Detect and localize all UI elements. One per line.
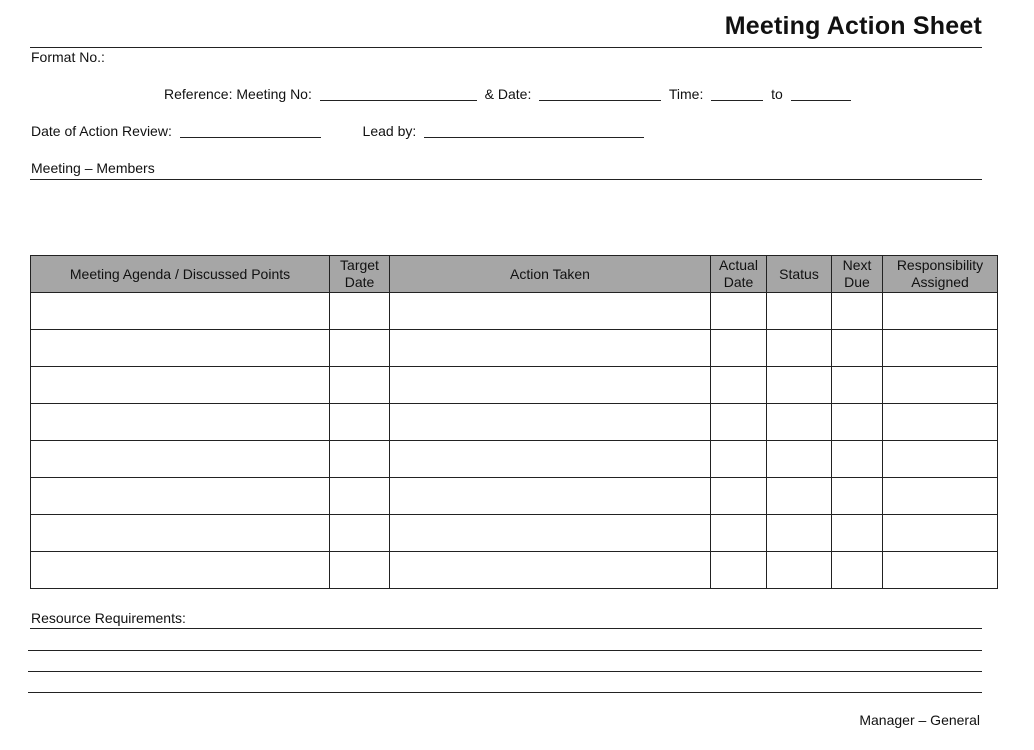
cell-actual-date[interactable] bbox=[711, 478, 767, 515]
cell-status[interactable] bbox=[767, 330, 832, 367]
time-to-field[interactable] bbox=[791, 86, 851, 101]
cell-target-date[interactable] bbox=[330, 330, 390, 367]
time-label: Time: bbox=[668, 86, 704, 102]
table-header-row bbox=[31, 256, 998, 293]
meeting-no-field[interactable] bbox=[320, 86, 477, 101]
col-header-next-due: Next Due bbox=[832, 256, 883, 293]
action-review-date-field[interactable] bbox=[180, 123, 321, 138]
cell-actual-date[interactable] bbox=[711, 552, 767, 589]
reference-line bbox=[164, 86, 855, 102]
review-line bbox=[31, 123, 648, 139]
cell-agenda[interactable] bbox=[31, 478, 330, 515]
cell-target-date[interactable] bbox=[330, 293, 390, 330]
cell-status[interactable] bbox=[767, 552, 832, 589]
table-row bbox=[31, 552, 998, 589]
lead-by-field[interactable] bbox=[424, 123, 644, 138]
action-review-date-label: Date of Action Review: bbox=[31, 123, 172, 139]
cell-actual-date[interactable] bbox=[711, 441, 767, 478]
page-title: Meeting Action Sheet bbox=[724, 12, 982, 40]
meeting-no-label: Reference: Meeting No: bbox=[164, 86, 312, 102]
cell-agenda[interactable] bbox=[31, 552, 330, 589]
cell-responsibility[interactable] bbox=[883, 293, 998, 330]
col-header-target-date: Target Date bbox=[330, 256, 390, 293]
cell-next-due[interactable] bbox=[832, 367, 883, 404]
meeting-date-label: & Date: bbox=[484, 86, 532, 102]
table-body bbox=[31, 293, 998, 589]
cell-status[interactable] bbox=[767, 478, 832, 515]
cell-next-due[interactable] bbox=[832, 293, 883, 330]
cell-target-date[interactable] bbox=[330, 478, 390, 515]
cell-action-taken[interactable] bbox=[390, 293, 711, 330]
cell-action-taken[interactable] bbox=[390, 515, 711, 552]
table-row bbox=[31, 293, 998, 330]
format-no-label: Format No.: bbox=[31, 49, 105, 65]
cell-responsibility[interactable] bbox=[883, 441, 998, 478]
table-row bbox=[31, 515, 998, 552]
cell-status[interactable] bbox=[767, 367, 832, 404]
cell-responsibility[interactable] bbox=[883, 404, 998, 441]
cell-actual-date[interactable] bbox=[711, 404, 767, 441]
resource-line[interactable] bbox=[28, 692, 982, 693]
cell-next-due[interactable] bbox=[832, 404, 883, 441]
time-from-field[interactable] bbox=[711, 86, 763, 101]
cell-actual-date[interactable] bbox=[711, 330, 767, 367]
cell-responsibility[interactable] bbox=[883, 478, 998, 515]
cell-agenda[interactable] bbox=[31, 293, 330, 330]
resource-requirements-label: Resource Requirements: bbox=[31, 610, 186, 626]
cell-next-due[interactable] bbox=[832, 478, 883, 515]
cell-actual-date[interactable] bbox=[711, 293, 767, 330]
cell-agenda[interactable] bbox=[31, 330, 330, 367]
cell-target-date[interactable] bbox=[330, 441, 390, 478]
cell-next-due[interactable] bbox=[832, 552, 883, 589]
cell-next-due[interactable] bbox=[832, 441, 883, 478]
meeting-date-field[interactable] bbox=[539, 86, 661, 101]
members-label: Meeting – Members bbox=[31, 160, 155, 176]
cell-responsibility[interactable] bbox=[883, 367, 998, 404]
title-rule bbox=[30, 47, 982, 48]
cell-action-taken[interactable] bbox=[390, 367, 711, 404]
cell-responsibility[interactable] bbox=[883, 330, 998, 367]
cell-action-taken[interactable] bbox=[390, 404, 711, 441]
table-row bbox=[31, 441, 998, 478]
cell-agenda[interactable] bbox=[31, 515, 330, 552]
cell-next-due[interactable] bbox=[832, 515, 883, 552]
action-table bbox=[30, 255, 998, 589]
table-row bbox=[31, 330, 998, 367]
col-header-status: Status bbox=[767, 256, 832, 293]
time-to-label: to bbox=[771, 86, 783, 102]
cell-target-date[interactable] bbox=[330, 515, 390, 552]
cell-action-taken[interactable] bbox=[390, 552, 711, 589]
members-rule[interactable] bbox=[30, 179, 982, 180]
cell-status[interactable] bbox=[767, 404, 832, 441]
cell-agenda[interactable] bbox=[31, 404, 330, 441]
cell-target-date[interactable] bbox=[330, 404, 390, 441]
cell-target-date[interactable] bbox=[330, 367, 390, 404]
col-header-actual-date: Actual Date bbox=[711, 256, 767, 293]
lead-by-label: Lead by: bbox=[362, 123, 417, 139]
cell-responsibility[interactable] bbox=[883, 552, 998, 589]
cell-status[interactable] bbox=[767, 441, 832, 478]
cell-status[interactable] bbox=[767, 515, 832, 552]
table-row bbox=[31, 404, 998, 441]
cell-action-taken[interactable] bbox=[390, 441, 711, 478]
cell-action-taken[interactable] bbox=[390, 478, 711, 515]
cell-target-date[interactable] bbox=[330, 552, 390, 589]
resource-line[interactable] bbox=[28, 671, 982, 672]
cell-next-due[interactable] bbox=[832, 330, 883, 367]
table-row bbox=[31, 367, 998, 404]
cell-action-taken[interactable] bbox=[390, 330, 711, 367]
cell-actual-date[interactable] bbox=[711, 367, 767, 404]
cell-status[interactable] bbox=[767, 293, 832, 330]
col-header-responsibility: Responsibility Assigned bbox=[883, 256, 998, 293]
col-header-agenda: Meeting Agenda / Discussed Points bbox=[31, 256, 330, 293]
cell-actual-date[interactable] bbox=[711, 515, 767, 552]
col-header-action-taken: Action Taken bbox=[390, 256, 711, 293]
cell-agenda[interactable] bbox=[31, 441, 330, 478]
cell-agenda[interactable] bbox=[31, 367, 330, 404]
cell-responsibility[interactable] bbox=[883, 515, 998, 552]
resource-line[interactable] bbox=[30, 628, 982, 629]
table-row bbox=[31, 478, 998, 515]
resource-line[interactable] bbox=[28, 650, 982, 651]
footer-signature-label: Manager – General bbox=[859, 712, 980, 728]
